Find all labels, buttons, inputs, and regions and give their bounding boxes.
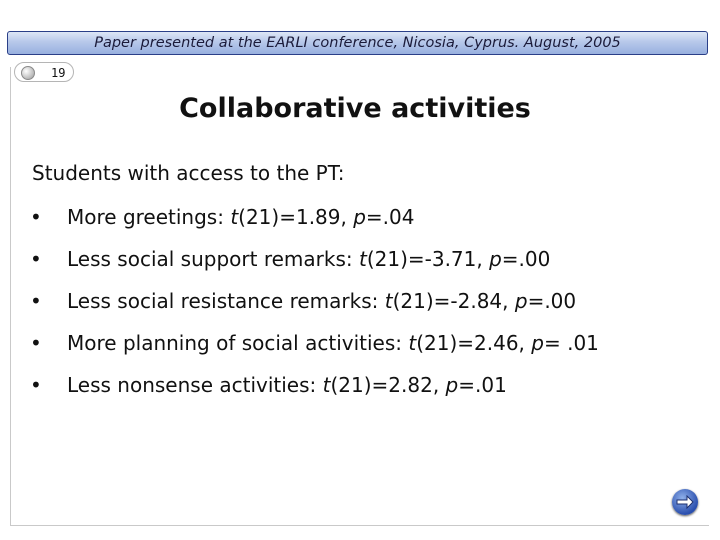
page-number: 19 bbox=[51, 66, 66, 80]
stat-t: t bbox=[408, 331, 417, 355]
bullet-lead: More planning of social activities: bbox=[67, 331, 409, 355]
list-item bbox=[30, 371, 690, 400]
bullet-icon: • bbox=[30, 289, 42, 313]
stat-p: p bbox=[489, 247, 502, 271]
stat-p: p bbox=[353, 205, 366, 229]
bullet-lead: Less nonsense activities: bbox=[67, 373, 323, 397]
bullet-icon: • bbox=[30, 247, 42, 271]
bullet-icon: • bbox=[30, 205, 42, 229]
bullet-lead: More greetings: bbox=[67, 205, 231, 229]
p-value: =.01 bbox=[458, 373, 507, 397]
list-item bbox=[30, 329, 690, 358]
stat-value: (21)=-3.71, bbox=[366, 247, 490, 271]
stat-p: p bbox=[514, 289, 528, 313]
stat-t: t bbox=[230, 205, 239, 229]
bullet-icon: • bbox=[30, 373, 42, 397]
list-item bbox=[30, 287, 690, 316]
header-banner: Paper presented at the EARLI conference, Nicosia, Cyprus. August, 2005 bbox=[7, 31, 708, 55]
page-number-badge bbox=[14, 62, 74, 82]
stat-t: t bbox=[322, 373, 331, 397]
bullet-icon: • bbox=[30, 331, 42, 355]
stat-value: (21)=1.89, bbox=[238, 205, 354, 229]
stat-value: (21)=2.46, bbox=[416, 331, 532, 355]
intro-text: Students with access to the PT: bbox=[32, 161, 345, 185]
stat-t: t bbox=[384, 289, 393, 313]
list-item bbox=[30, 203, 690, 232]
bullet-list bbox=[30, 203, 690, 413]
stat-value: (21)=-2.84, bbox=[392, 289, 515, 313]
slide-title: Collaborative activities bbox=[179, 93, 531, 124]
p-value: =.00 bbox=[501, 247, 551, 271]
stat-value: (21)=2.82, bbox=[330, 373, 446, 397]
stat-p: p bbox=[445, 373, 459, 397]
p-value: =.04 bbox=[365, 205, 415, 229]
next-arrow-icon bbox=[676, 495, 694, 509]
page-dot-icon bbox=[21, 66, 35, 80]
stat-p: p bbox=[531, 331, 544, 355]
bullet-lead: Less social resistance remarks: bbox=[67, 289, 385, 313]
p-value: = .01 bbox=[543, 331, 599, 355]
p-value: =.00 bbox=[527, 289, 577, 313]
list-item bbox=[30, 245, 690, 274]
bullet-lead: Less social support remarks: bbox=[67, 247, 359, 271]
next-slide-button[interactable] bbox=[672, 489, 698, 515]
stat-t: t bbox=[358, 247, 367, 271]
